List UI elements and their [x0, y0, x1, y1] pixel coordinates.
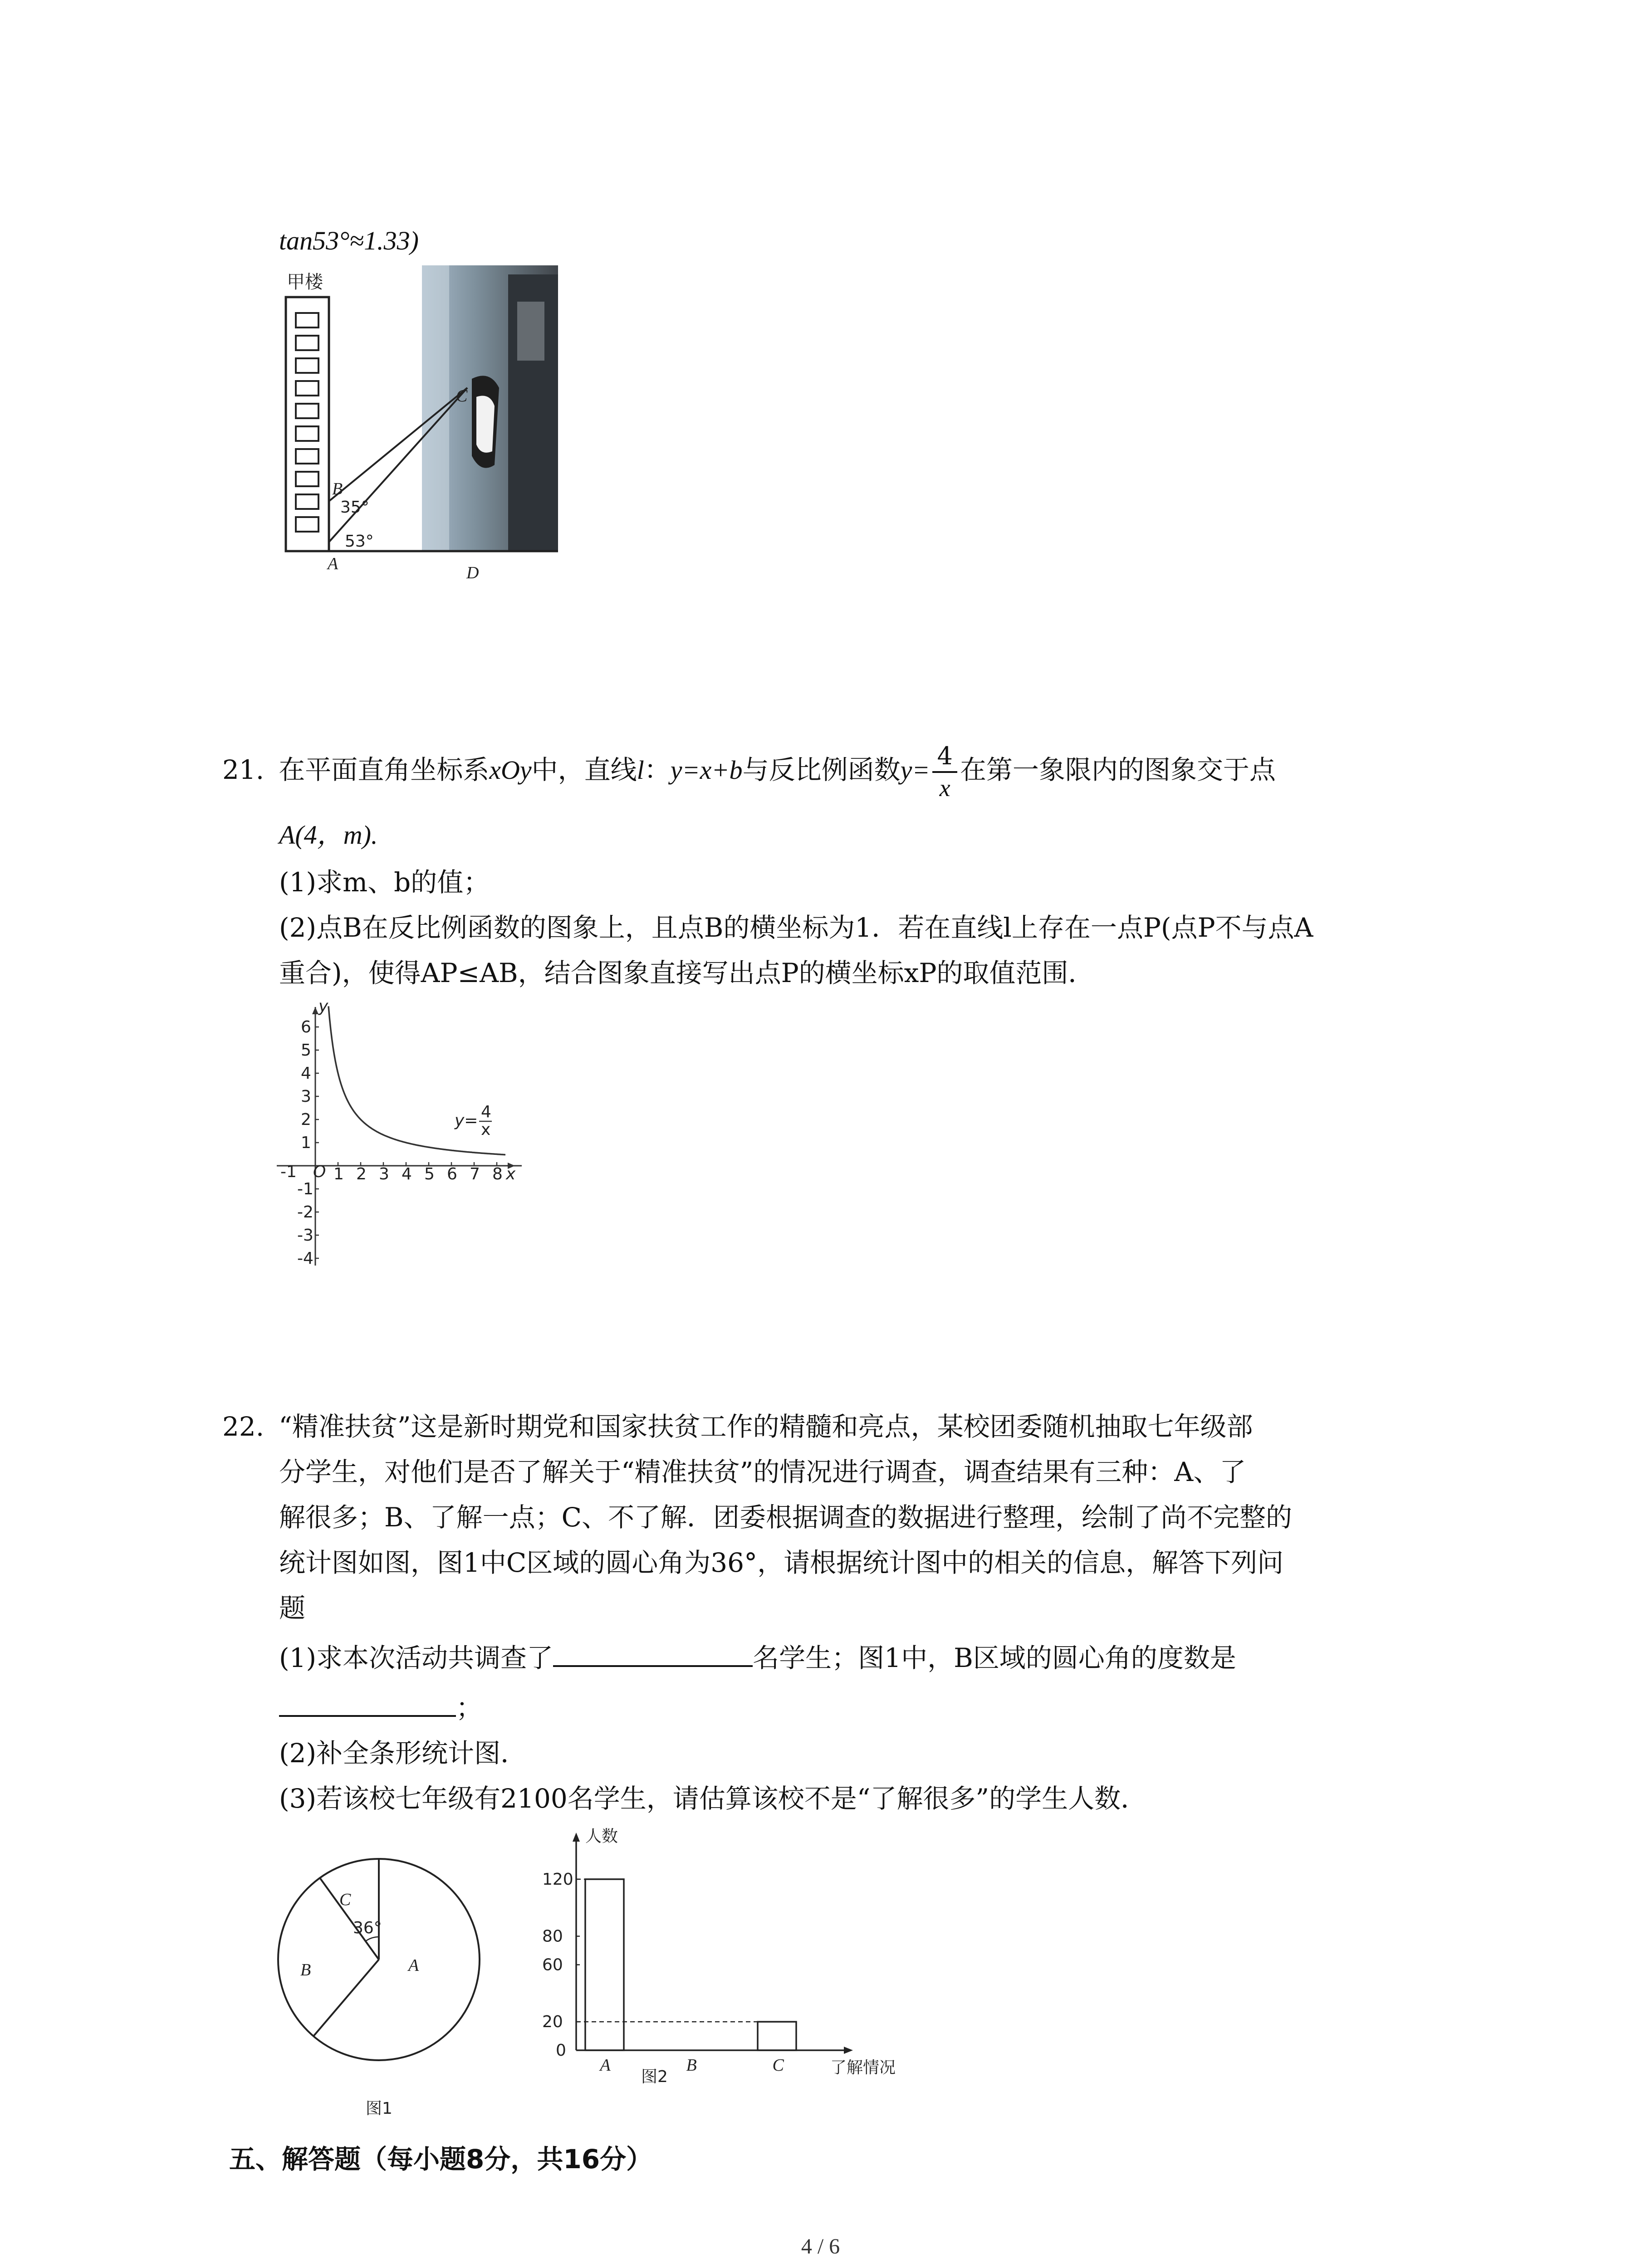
angle-53: 53°: [345, 532, 374, 551]
page-number: 4 / 6: [801, 2234, 840, 2258]
bar-A: [585, 1879, 624, 2050]
pie-divider-ba: [313, 1960, 379, 2037]
q22-line2: 分学生，对他们是否了解关于“精准扶贫”的情况进行调查，调查结果有三种：A、了: [279, 1457, 1246, 1487]
neg-x-tick: -1: [280, 1163, 297, 1181]
q22-part2: (2)补全条形统计图．: [279, 1738, 527, 1769]
building-windows: [296, 313, 318, 532]
x-axis-label: x: [506, 1165, 516, 1183]
point-b: B: [332, 479, 343, 499]
bar-y-tick-0: 0: [556, 2041, 566, 2060]
bar-ticks: [542, 1870, 580, 2060]
answer-blank-angle[interactable]: [279, 1688, 456, 1717]
bar-y-tick-20: 20: [542, 2013, 563, 2032]
curve-label: y=: [455, 1111, 478, 1130]
y-tick-5: 5: [301, 1041, 311, 1060]
x-tick-4: 4: [402, 1165, 412, 1183]
bar-category-C: C: [772, 2056, 784, 2075]
q21-line1: 21. 在平面直角坐标系xOy中，直线l：y=x+b与反比例函数y= $\frac{4}{x}$ 在第一象限内的图象交于点: [222, 742, 1276, 802]
pie-angle-c: 36°: [353, 1919, 382, 1937]
y-tick--1: -1: [297, 1180, 314, 1198]
hyperbola-curve: [328, 1006, 505, 1154]
q21-line2: A(4，m).: [279, 820, 378, 850]
bar-y-tick-120: 120: [542, 1870, 573, 1889]
x-tick-7: 7: [470, 1165, 480, 1183]
origin-label: O: [313, 1163, 326, 1181]
x-tick-5: 5: [424, 1165, 435, 1183]
bar-y-tick-80: 80: [542, 1927, 563, 1946]
q20-figure: [272, 261, 567, 592]
q22-part3: (3)若该校七年级有2100名学生，请估算该校不是“了解很多”的学生人数．: [279, 1783, 1147, 1814]
y-tick-4: 4: [301, 1064, 311, 1083]
bar-y-label: 人数: [585, 1827, 618, 1846]
q22-part1-cont: ；: [279, 1685, 482, 1730]
q21-part1: (1)求m、b的值；: [279, 867, 490, 898]
section-5-heading: 五、解答题（每小题8分，共16分）: [229, 2144, 653, 2175]
pie-label-b: B: [300, 1960, 311, 1980]
curve-label-num: 4: [481, 1103, 491, 1121]
q22-line3: 解很多；B、了解一点；C、不了解．团委根据调查的数据进行整理，绘制了尚不完整的: [279, 1502, 1293, 1533]
building-label: 甲楼: [287, 272, 323, 293]
q21-graph: [268, 998, 531, 1279]
bar-category-B: B: [686, 2056, 697, 2075]
y-tick-3: 3: [301, 1087, 311, 1106]
bar-category-A: A: [600, 2056, 611, 2075]
y-tick-2: 2: [301, 1110, 311, 1129]
bar-marks: [576, 1879, 796, 2075]
x-tick-6: 6: [447, 1165, 457, 1183]
x-tick-2: 2: [356, 1165, 367, 1183]
y-axis-label: y: [318, 998, 328, 1016]
angle-35: 35°: [340, 498, 369, 517]
y-tick--2: -2: [297, 1203, 314, 1222]
q21-part2-line1: (2)点B在反比例函数的图象上，且点B的横坐标为1．若在直线l上存在一点P(点P不与点A: [279, 912, 1313, 943]
q22-part1: (1)求本次活动共调查了 名学生；图1中，B区域的圆心角的度数是: [279, 1635, 1236, 1681]
x-tick-1: 1: [333, 1165, 344, 1183]
y-tick--3: -3: [297, 1226, 314, 1245]
q20-tan-note: tan53°≈1.33): [279, 226, 419, 255]
y-tick--4: -4: [297, 1249, 314, 1268]
bar-x-label: 了解情况: [830, 2058, 896, 2077]
q21-fraction: $\frac{4}{x}$: [932, 744, 957, 800]
graph-ticks: [297, 1018, 503, 1268]
y-tick-6: 6: [301, 1018, 311, 1036]
q22-line5: 题: [279, 1593, 306, 1623]
q22-line1: 22. “精准扶贫”这是新时期党和国家扶贫工作的精髓和亮点，某校团委随机抽取七年级部: [222, 1411, 1253, 1442]
pie-caption: 图1: [366, 2099, 392, 2118]
x-tick-8: 8: [492, 1165, 503, 1183]
y-tick-1: 1: [301, 1134, 311, 1152]
point-d: D: [466, 563, 479, 582]
point-c: C: [456, 386, 468, 406]
bar-C: [758, 2022, 796, 2050]
q22-line4: 统计图如图，图1中C区域的圆心角为36°，请根据统计图中的相关的信息，解答下列问: [279, 1547, 1284, 1578]
pie-label-a: A: [408, 1956, 419, 1975]
point-a: A: [328, 554, 338, 573]
pie-chart: [272, 1855, 485, 2127]
x-tick-3: 3: [379, 1165, 389, 1183]
answer-blank-count[interactable]: [553, 1638, 753, 1667]
bar-y-tick-60: 60: [542, 1955, 563, 1975]
q21-part2-line2: 重合)，使得AP≤AB，结合图象直接写出点P的横坐标xP的取值范围．: [279, 958, 1095, 988]
curve-label-den: x: [481, 1120, 491, 1139]
pie-label-c: C: [339, 1890, 351, 1909]
bar-chart: [535, 1823, 935, 2127]
bar-caption: 图2: [641, 2068, 668, 2086]
